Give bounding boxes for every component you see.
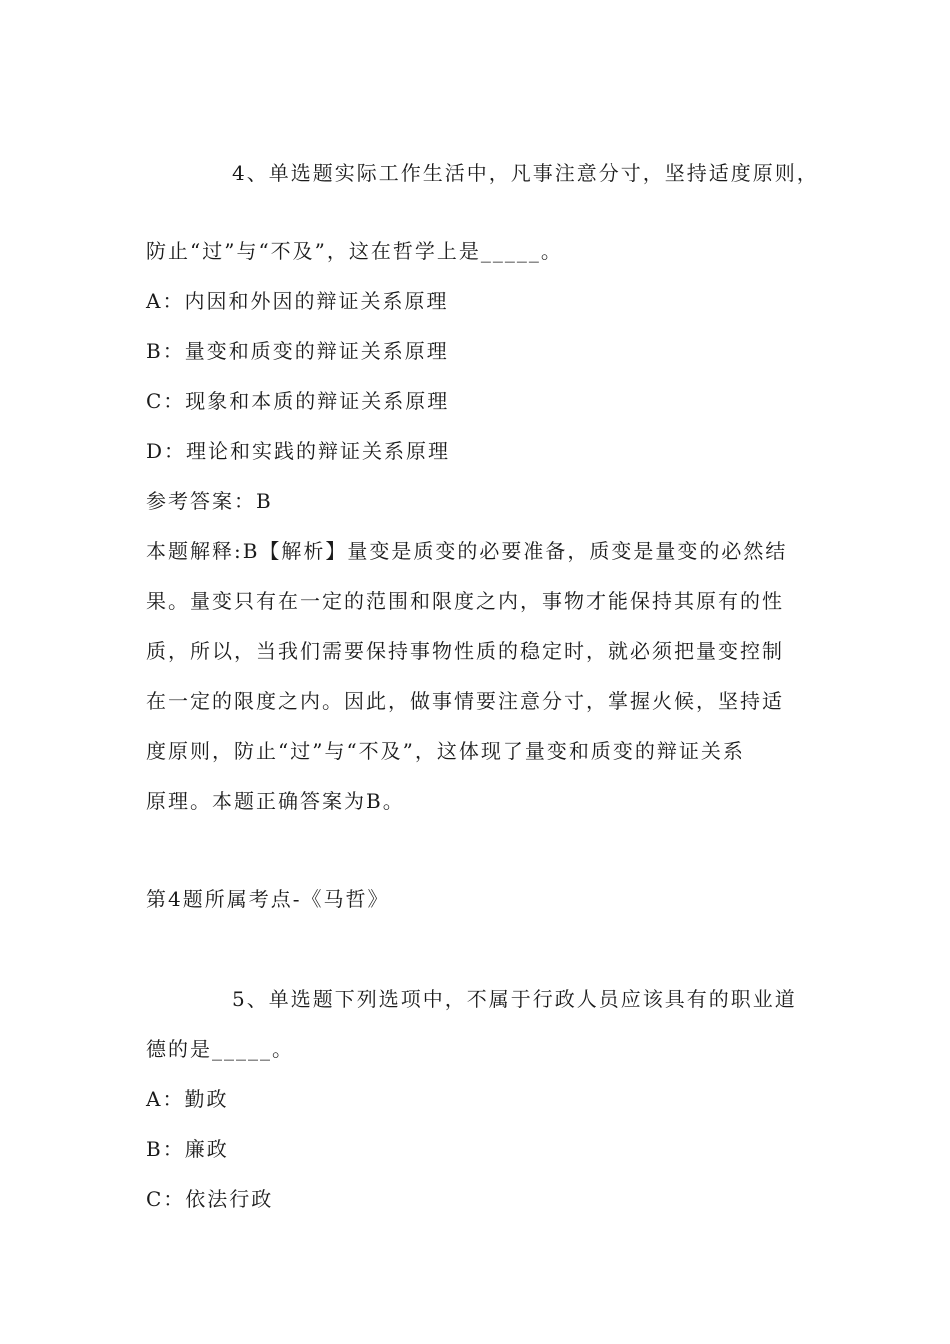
question-5-stem-line-1: 5、单选题下列选项中，不属于行政人员应该具有的职业道: [232, 987, 797, 1011]
question-4-explanation-line-4: 在一定的限度之内。因此，做事情要注意分寸，掌握火候，坚持适: [146, 689, 784, 713]
question-4-stem-line-1: 4、单选题实际工作生活中，凡事注意分寸，坚持适度原则，: [232, 161, 819, 185]
question-4-option-d: D：理论和实践的辩证关系原理: [146, 439, 451, 463]
question-4-explanation-line-2: 果。量变只有在一定的范围和限度之内，事物才能保持其原有的性: [146, 589, 784, 613]
question-5-stem-line-2: 德的是_____。: [146, 1037, 294, 1061]
question-4-explanation-line-1: 本题解释:B【解析】量变是质变的必要准备，质变是量变的必然结: [146, 539, 788, 563]
question-4-stem-line-2: 防止“过”与“不及”，这在哲学上是_____。: [146, 239, 563, 263]
question-4-answer: 参考答案：B: [146, 489, 273, 513]
question-4-explanation-line-6: 原理。本题正确答案为B。: [146, 789, 405, 813]
question-4-explanation-line-5: 度原则，防止“过”与“不及”，这体现了量变和质变的辩证关系: [146, 739, 745, 763]
question-4-option-c: C：现象和本质的辩证关系原理: [146, 389, 450, 413]
question-5-option-b: B：廉政: [146, 1137, 229, 1161]
question-4-topic: 第4题所属考点-《马哲》: [146, 887, 390, 911]
question-5-option-a: A：勤政: [146, 1087, 229, 1111]
question-4-option-b: B：量变和质变的辩证关系原理: [146, 339, 449, 363]
question-5-option-c: C：依法行政: [146, 1187, 274, 1211]
question-4-explanation-line-3: 质，所以，当我们需要保持事物性质的稳定时，就必须把量变控制: [146, 639, 784, 663]
question-4-option-a: A：内因和外因的辩证关系原理: [146, 289, 449, 313]
